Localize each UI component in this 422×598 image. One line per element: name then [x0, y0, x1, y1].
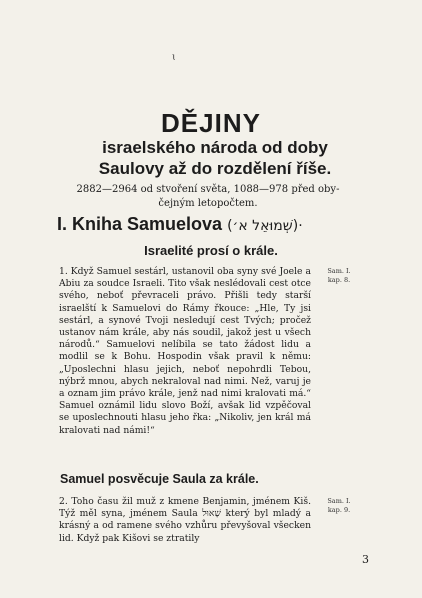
page-subtitle: [70, 137, 360, 179]
date-range-line-2: čejným letopočtem.: [158, 198, 258, 209]
section-title-israelites: Israelité prosí o krále.: [144, 243, 278, 258]
paragraph-1: 1. Když Samuel sestárl, ustanovil oba syny své Joele a Abiu za soudce Israeli. Tito však neslédovali cest otce svého, neboť převraceli právo. Přišli tedy starší israelští k Samuelovi do Rámy řkouce: „Hle, Ty jsi sestárl, a synové Tvoji nesledují cest Tvých; pročež ustanov nám krále, aby nás soudil, jakož jest u všech národů.“ Samuelovi nelíbila se tato žádost lidu a modlil se k Bohu. Hospodin však pravil k němu: „Uposlechni hlasu jejich, neboť nepohrdli Tebou, nýbrž mnou, abych nekraloval nad nimi. Než, varuj je a oznam jim právo krále, jenž nad nimi kralovati má.“ Samuel oznámil lidu slovo Boží, avšak lid vzpěčoval se uposlechnouti hlasu jeho řka: „Nikoliv, jen král má kralovati nad námi!“: [59, 266, 311, 436]
subtitle-line-2: Saulovy až do rozdělení říše.: [98, 159, 332, 178]
section-title-samuel-saul: Samuel posvěcuje Saula za krále.: [60, 472, 259, 486]
margin-note-2-line-2: kap. 9.: [327, 505, 351, 514]
page-title: DĚJINY: [161, 108, 261, 138]
margin-note-1: [319, 267, 359, 284]
margin-note-2-line-1: Sam. I.: [327, 497, 351, 505]
margin-note-1-line-2: kap. 8.: [327, 275, 351, 284]
date-range: [58, 183, 358, 211]
paragraph-2: 2. Toho času žil muž z kmene Benjamin, jménem Kiš. Týž měl syna, jménem Saula שָׁאוּל který byl mladý a krásný a od ramene svého vzhůru převyšoval všecken lid. Když pak Kišovi se ztratily: [59, 496, 311, 544]
subtitle-line-1: israelského národa od doby: [102, 138, 328, 157]
date-range-line-1: 2882—2964 od stvoření světa, 1088—978 před oby-: [76, 184, 340, 195]
book-heading-hebrew: (שְׁמוּאֵל א׳)·: [227, 218, 303, 234]
margin-note-2: [319, 497, 359, 514]
margin-note-1-line-1: Sam. I.: [327, 267, 351, 275]
page-number: 3: [362, 553, 369, 566]
book-heading-label: I. Kniha Samuelova: [57, 214, 223, 234]
page-mark: ɩ: [172, 52, 176, 63]
book-heading: [57, 214, 377, 235]
